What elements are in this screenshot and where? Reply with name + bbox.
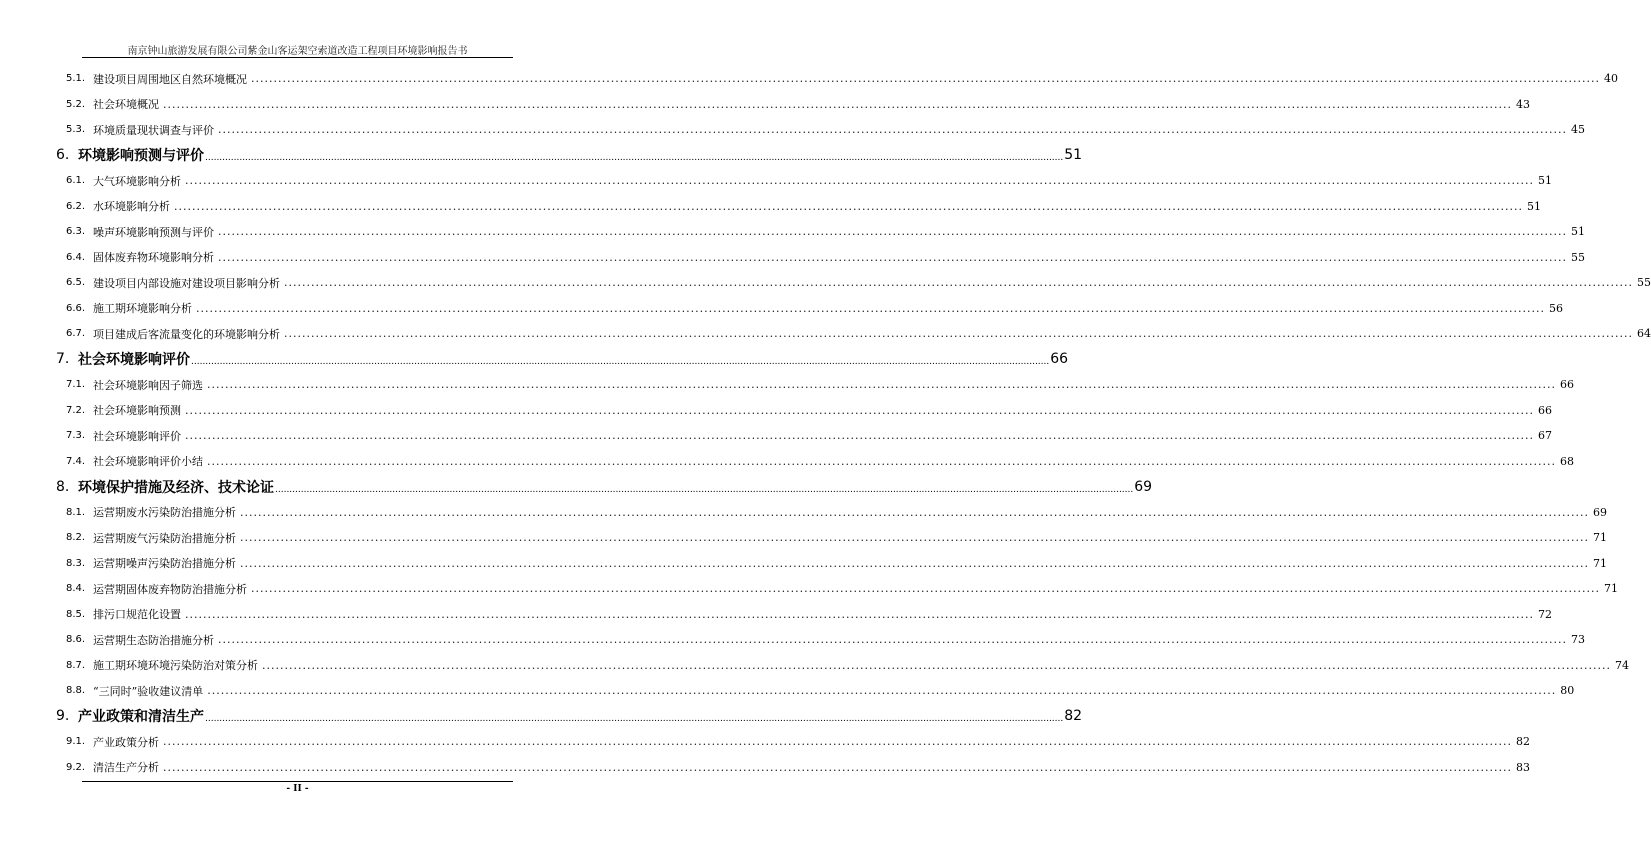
toc-entry-title: 运营期废水污染防治措施分析: [93, 506, 236, 520]
toc-entry-number: 7.: [56, 351, 70, 368]
toc-dot-leader: ............................................................................................................................................................................................................................................................................................................: [284, 276, 1633, 290]
toc-entry-title: 环境保护措施及经济、技术论证: [78, 479, 274, 496]
toc-entry-page: 71: [1592, 531, 1607, 545]
toc-entry-number: 6.6.: [66, 302, 86, 314]
toc-entry-number: 6.2.: [66, 200, 86, 212]
toc-dot-leader: ............................................................................................................................................................................................................................................................................................................: [205, 153, 1064, 163]
toc-entry-number: 9.2.: [66, 761, 86, 773]
page-number: - II -: [286, 784, 309, 794]
toc-entry-number: 8.1.: [66, 506, 86, 518]
toc-dot-leader: ............................................................................................................................................................................................................................................................................................................: [240, 556, 1589, 570]
toc-entry-title: 社会环境影响评价: [93, 429, 181, 443]
toc-subsection-entry[interactable]: [56, 245, 1585, 271]
toc-dot-leader: ............................................................................................................................................................................................................................................................................................................: [207, 684, 1557, 698]
toc-entry-title: 排污口规范化设置: [93, 608, 181, 622]
toc-entry-title: 建设项目周围地区自然环境概况: [93, 72, 247, 86]
toc-entry-page: 45: [1570, 123, 1585, 137]
toc-dot-leader: ............................................................................................................................................................................................................................................................................................................: [163, 760, 1512, 774]
toc-subsection-entry[interactable]: [56, 92, 1530, 118]
toc-dot-leader: ............................................................................................................................................................................................................................................................................................................: [174, 199, 1523, 213]
toc-section-entry[interactable]: [56, 347, 1069, 373]
toc-dot-leader: ............................................................................................................................................................................................................................................................................................................: [262, 658, 1611, 672]
toc-entry-number: 8.4.: [66, 583, 86, 595]
toc-subsection-entry[interactable]: [56, 525, 1607, 551]
toc-entry-number: 6.3.: [66, 226, 86, 238]
toc-subsection-entry[interactable]: [56, 576, 1618, 602]
toc-entry-page: 51: [1526, 199, 1541, 213]
toc-entry-page: 66: [1050, 351, 1069, 368]
toc-dot-leader: ............................................................................................................................................................................................................................................................................................................: [191, 357, 1050, 367]
header-rule: [82, 57, 513, 58]
toc-entry-title: 固体废弃物环境影响分析: [93, 251, 214, 265]
toc-dot-leader: ............................................................................................................................................................................................................................................................................................................: [284, 327, 1633, 341]
toc-entry-page: 83: [1515, 760, 1530, 774]
toc-entry-number: 8.6.: [66, 634, 86, 646]
toc-subsection-entry[interactable]: [56, 372, 1574, 398]
toc-entry-title: 产业政策分析: [93, 735, 159, 749]
toc-entry-page: 55: [1570, 250, 1585, 264]
toc-entry-page: 66: [1537, 403, 1552, 417]
toc-entry-title: 社会环境影响评价小结: [93, 455, 203, 469]
toc-subsection-entry[interactable]: [56, 500, 1607, 526]
toc-entry-title: 环境影响预测与评价: [78, 148, 204, 165]
toc-dot-leader: ............................................................................................................................................................................................................................................................................................................: [218, 225, 1567, 239]
toc-dot-leader: ............................................................................................................................................................................................................................................................................................................: [185, 174, 1534, 188]
toc-dot-leader: ............................................................................................................................................................................................................................................................................................................: [163, 97, 1512, 111]
toc-entry-title: 施工期环境环境污染防治对策分析: [93, 659, 258, 673]
toc-entry-number: 7.2.: [66, 404, 86, 416]
toc-subsection-entry[interactable]: [56, 66, 1618, 92]
toc-subsection-entry[interactable]: [56, 653, 1629, 679]
toc-entry-number: 9.: [56, 708, 70, 725]
toc-entry-title: 建设项目内部设施对建设项目影响分析: [93, 276, 280, 290]
toc-entry-page: 51: [1570, 225, 1585, 239]
toc-entry-page: 80: [1560, 684, 1575, 698]
toc-entry-number: 8.2.: [66, 532, 86, 544]
toc-subsection-entry[interactable]: [56, 551, 1607, 577]
toc-entry-title: 项目建成后客流量变化的环境影响分析: [93, 327, 280, 341]
toc-entry-title: 大气环境影响分析: [93, 174, 181, 188]
toc-entry-page: 71: [1592, 556, 1607, 570]
toc-subsection-entry[interactable]: [56, 117, 1585, 143]
toc-entry-page: 40: [1603, 72, 1618, 86]
toc-entry-title: 运营期噪声污染防治措施分析: [93, 557, 236, 571]
toc-entry-page: 67: [1537, 429, 1552, 443]
toc-entry-number: 6.5.: [66, 277, 86, 289]
toc-entry-page: 72: [1537, 607, 1552, 621]
toc-entry-title: 运营期废气污染防治措施分析: [93, 531, 236, 545]
toc-entry-number: 7.1.: [66, 379, 86, 391]
toc-subsection-entry[interactable]: [56, 194, 1541, 220]
toc-subsection-entry[interactable]: [56, 321, 1651, 347]
toc-entry-number: 5.1.: [66, 73, 86, 85]
toc-subsection-entry[interactable]: [56, 602, 1552, 628]
toc-entry-page: 66: [1559, 378, 1574, 392]
toc-entry-number: 7.3.: [66, 430, 86, 442]
toc-entry-number: 6.: [56, 147, 70, 164]
toc-entry-page: 56: [1548, 301, 1563, 315]
toc-entry-page: 69: [1134, 478, 1153, 495]
toc-dot-leader: ............................................................................................................................................................................................................................................................................................................: [163, 735, 1512, 749]
toc-subsection-entry[interactable]: [56, 168, 1552, 194]
toc-entry-page: 73: [1570, 633, 1585, 647]
toc-dot-leader: ............................................................................................................................................................................................................................................................................................................: [207, 378, 1556, 392]
toc-dot-leader: ............................................................................................................................................................................................................................................................................................................: [185, 607, 1534, 621]
toc-entry-title: 施工期环境影响分析: [93, 302, 192, 316]
toc-entry-title: 社会环境影响评价: [78, 352, 190, 369]
toc-dot-leader: ............................................................................................................................................................................................................................................................................................................: [185, 403, 1534, 417]
toc-dot-leader: ............................................................................................................................................................................................................................................................................................................: [207, 454, 1556, 468]
toc-entry-title: 产业政策和清洁生产: [78, 709, 204, 726]
toc-dot-leader: ............................................................................................................................................................................................................................................................................................................: [240, 505, 1589, 519]
toc-subsection-entry[interactable]: [56, 219, 1585, 245]
toc-dot-leader: ............................................................................................................................................................................................................................................................................................................: [218, 633, 1567, 647]
toc-dot-leader: ............................................................................................................................................................................................................................................................................................................: [196, 301, 1545, 315]
toc-entry-title: 环境质量现状调查与评价: [93, 123, 214, 137]
toc-entry-page: 43: [1515, 97, 1530, 111]
toc-entry-page: 82: [1064, 708, 1083, 725]
toc-entry-title: 清洁生产分析: [93, 761, 159, 775]
toc-entry-page: 51: [1537, 174, 1552, 188]
toc-entry-number: 8.5.: [66, 608, 86, 620]
table-of-contents: [56, 66, 1651, 780]
toc-dot-leader: ............................................................................................................................................................................................................................................................................................................: [275, 484, 1134, 495]
toc-section-entry[interactable]: [56, 474, 1153, 500]
toc-entry-title: 水环境影响分析: [93, 200, 170, 214]
toc-entry-title: “三同时”验收建议清单: [93, 684, 204, 698]
toc-entry-title: 运营期生态防治措施分析: [93, 633, 214, 647]
toc-entry-page: 64: [1636, 327, 1651, 341]
toc-subsection-entry[interactable]: [56, 729, 1530, 755]
toc-section-entry[interactable]: [56, 143, 1083, 169]
toc-subsection-entry[interactable]: [56, 398, 1552, 424]
toc-section-entry[interactable]: [56, 704, 1083, 730]
toc-entry-number: 5.2.: [66, 98, 86, 110]
toc-dot-leader: ............................................................................................................................................................................................................................................................................................................: [240, 531, 1589, 545]
toc-entry-number: 8.3.: [66, 557, 86, 569]
toc-entry-number: 6.1.: [66, 175, 86, 187]
toc-dot-leader: ............................................................................................................................................................................................................................................................................................................: [218, 250, 1567, 264]
toc-entry-number: 8.7.: [66, 659, 86, 671]
toc-entry-number: 6.7.: [66, 328, 86, 340]
toc-entry-number: 8.8.: [66, 685, 86, 697]
toc-entry-number: 5.3.: [66, 124, 86, 136]
toc-subsection-entry[interactable]: [56, 755, 1530, 781]
toc-entry-title: 运营期固体废弃物防治措施分析: [93, 582, 247, 596]
toc-dot-leader: ............................................................................................................................................................................................................................................................................................................: [218, 123, 1567, 137]
toc-entry-page: 69: [1592, 505, 1607, 519]
toc-entry-page: 51: [1064, 147, 1083, 164]
toc-entry-page: 55: [1636, 276, 1651, 290]
toc-subsection-entry[interactable]: [56, 627, 1585, 653]
toc-entry-title: 社会环境概况: [93, 98, 159, 112]
toc-entry-title: 社会环境影响因子筛选: [93, 378, 203, 392]
toc-subsection-entry[interactable]: [56, 296, 1563, 322]
toc-subsection-entry[interactable]: [56, 270, 1651, 296]
running-header: 南京钟山旅游发展有限公司紫金山客运架空索道改造工程项目环境影响报告书: [127, 46, 468, 57]
toc-dot-leader: ............................................................................................................................................................................................................................................................................................................: [185, 429, 1534, 443]
toc-subsection-entry[interactable]: [56, 449, 1574, 475]
toc-entry-page: 82: [1515, 735, 1530, 749]
toc-entry-number: 6.4.: [66, 251, 86, 263]
toc-dot-leader: ............................................................................................................................................................................................................................................................................................................: [205, 714, 1064, 724]
footer-rule: [82, 781, 513, 782]
toc-entry-title: 社会环境影响预测: [93, 404, 181, 418]
toc-entry-number: 9.1.: [66, 736, 86, 748]
toc-dot-leader: ............................................................................................................................................................................................................................................................................................................: [251, 582, 1600, 596]
toc-subsection-entry[interactable]: [56, 423, 1552, 449]
toc-entry-number: 8.: [56, 478, 70, 495]
toc-entry-page: 71: [1603, 582, 1618, 596]
toc-entry-number: 7.4.: [66, 455, 86, 467]
toc-entry-title: 噪声环境影响预测与评价: [93, 225, 214, 239]
toc-subsection-entry[interactable]: [56, 678, 1575, 704]
toc-entry-page: 68: [1559, 454, 1574, 468]
toc-dot-leader: ............................................................................................................................................................................................................................................................................................................: [251, 72, 1600, 86]
toc-entry-page: 74: [1614, 658, 1629, 672]
